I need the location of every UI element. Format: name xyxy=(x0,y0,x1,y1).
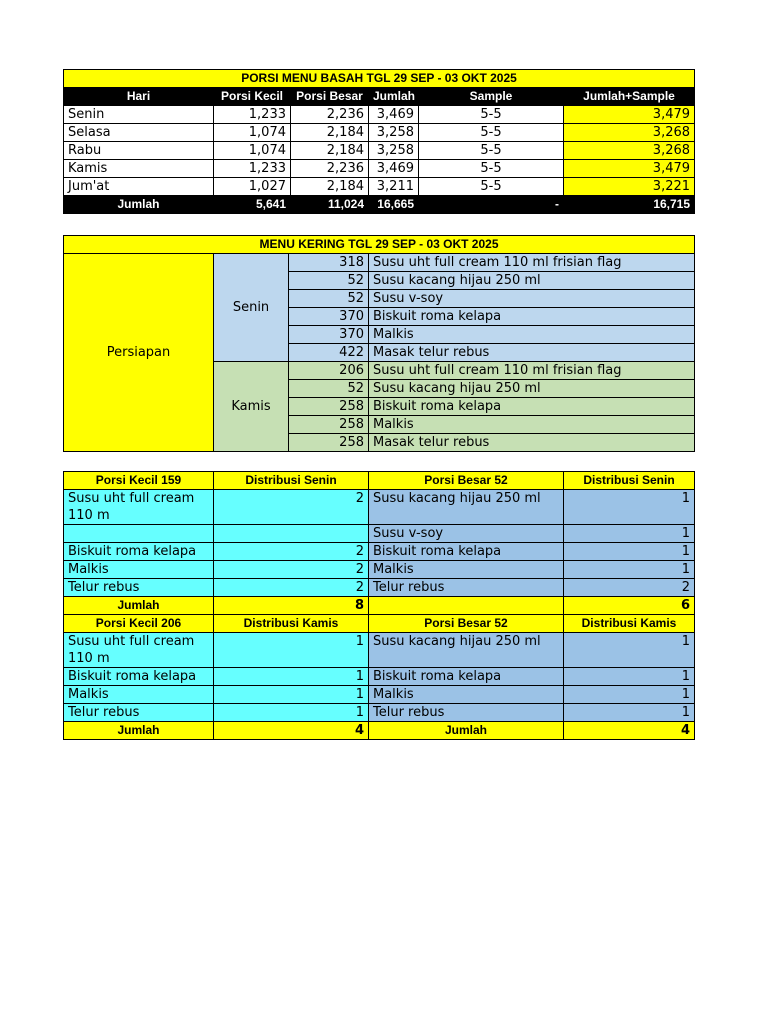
kering-item: Malkis xyxy=(369,416,695,434)
besar-item: Susu v-soy xyxy=(369,525,564,543)
cell-porsi-besar: 2,184 xyxy=(291,142,369,160)
cell-porsi-besar: 2,236 xyxy=(291,106,369,124)
kamis-total-kecil: 4 xyxy=(214,722,369,740)
kering-item: Masak telur rebus xyxy=(369,344,695,362)
cell-jumlah-sample: 3,479 xyxy=(564,160,695,178)
cell-porsi-kecil: 1,027 xyxy=(214,178,291,196)
basah-title: PORSI MENU BASAH TGL 29 SEP - 03 OKT 2025 xyxy=(64,70,695,88)
header-porsi-besar-senin: Porsi Besar 52 xyxy=(369,472,564,490)
besar-qty: 1 xyxy=(564,490,695,525)
header-porsi-besar-kamis: Porsi Besar 52 xyxy=(369,615,564,633)
kering-qty: 258 xyxy=(289,398,369,416)
senin-total-besar: 6 xyxy=(564,597,695,615)
besar-qty: 1 xyxy=(564,633,695,668)
kering-item: Biskuit roma kelapa xyxy=(369,308,695,326)
kering-item: Masak telur rebus xyxy=(369,434,695,452)
table-row xyxy=(64,633,695,668)
table-row xyxy=(64,543,695,561)
kamis-total-label-besar: Jumlah xyxy=(369,722,564,740)
besar-item: Telur rebus xyxy=(369,579,564,597)
kecil-qty xyxy=(214,525,369,543)
kecil-item: Susu uht full cream 110 m xyxy=(64,633,214,668)
cell-jumlah-sample: 3,268 xyxy=(564,142,695,160)
total-row xyxy=(64,196,695,214)
besar-qty: 1 xyxy=(564,704,695,722)
kecil-item: Telur rebus xyxy=(64,579,214,597)
table-row xyxy=(64,160,695,178)
senin-total-label-besar xyxy=(369,597,564,615)
cell-hari: Kamis xyxy=(64,160,214,178)
table-row xyxy=(64,561,695,579)
header-porsi-besar: Porsi Besar xyxy=(291,88,369,106)
kering-title: MENU KERING TGL 29 SEP - 03 OKT 2025 xyxy=(64,236,695,254)
kecil-qty: 1 xyxy=(214,633,369,668)
header-distribusi-senin-besar: Distribusi Senin xyxy=(564,472,695,490)
kering-qty: 370 xyxy=(289,326,369,344)
kering-item: Biskuit roma kelapa xyxy=(369,398,695,416)
header-porsi-kecil: Porsi Kecil xyxy=(214,88,291,106)
table-row xyxy=(64,178,695,196)
kering-item: Susu uht full cream 110 ml frisian flag xyxy=(369,254,695,272)
cell-porsi-kecil: 1,074 xyxy=(214,142,291,160)
senin-total-kecil: 8 xyxy=(214,597,369,615)
cell-porsi-besar: 2,184 xyxy=(291,124,369,142)
cell-sample: 5-5 xyxy=(419,160,564,178)
table-row xyxy=(64,525,695,543)
menu-kering-table xyxy=(63,235,695,452)
kecil-item: Biskuit roma kelapa xyxy=(64,668,214,686)
besar-qty: 2 xyxy=(564,579,695,597)
kering-qty: 206 xyxy=(289,362,369,380)
cell-sample: 5-5 xyxy=(419,106,564,124)
total-label: Jumlah xyxy=(64,196,214,214)
kecil-qty: 2 xyxy=(214,490,369,525)
header-distribusi-kamis: Distribusi Kamis xyxy=(214,615,369,633)
besar-qty: 1 xyxy=(564,686,695,704)
total-porsi-kecil: 5,641 xyxy=(214,196,291,214)
besar-item: Biskuit roma kelapa xyxy=(369,668,564,686)
total-jumlah: 16,665 xyxy=(369,196,419,214)
header-jumlah: Jumlah xyxy=(369,88,419,106)
cell-jumlah-sample: 3,268 xyxy=(564,124,695,142)
kering-qty: 52 xyxy=(289,272,369,290)
kamis-total-label: Jumlah xyxy=(64,722,214,740)
cell-porsi-besar: 2,236 xyxy=(291,160,369,178)
besar-qty: 1 xyxy=(564,668,695,686)
porsi-menu-basah-table xyxy=(63,69,695,214)
kering-item: Susu v-soy xyxy=(369,290,695,308)
kering-qty: 422 xyxy=(289,344,369,362)
table-row xyxy=(64,668,695,686)
cell-porsi-besar: 2,184 xyxy=(291,178,369,196)
header-jumlah-sample: Jumlah+Sample xyxy=(564,88,695,106)
kering-qty: 318 xyxy=(289,254,369,272)
cell-sample: 5-5 xyxy=(419,178,564,196)
kering-item: Malkis xyxy=(369,326,695,344)
total-sample: - xyxy=(419,196,564,214)
kecil-qty: 1 xyxy=(214,668,369,686)
kering-item: Susu uht full cream 110 ml frisian flag xyxy=(369,362,695,380)
kamis-total-besar: 4 xyxy=(564,722,695,740)
cell-jumlah: 3,258 xyxy=(369,124,419,142)
kecil-qty: 2 xyxy=(214,579,369,597)
besar-item: Susu kacang hijau 250 ml xyxy=(369,633,564,668)
table-row xyxy=(64,106,695,124)
table-row xyxy=(64,704,695,722)
besar-item: Malkis xyxy=(369,561,564,579)
kecil-qty: 1 xyxy=(214,704,369,722)
cell-jumlah-sample: 3,221 xyxy=(564,178,695,196)
kecil-qty: 2 xyxy=(214,561,369,579)
cell-porsi-kecil: 1,233 xyxy=(214,106,291,124)
kamis-label: Kamis xyxy=(214,362,289,452)
table-row xyxy=(64,142,695,160)
kecil-item: Malkis xyxy=(64,561,214,579)
senin-total-label: Jumlah xyxy=(64,597,214,615)
cell-hari: Senin xyxy=(64,106,214,124)
header-hari: Hari xyxy=(64,88,214,106)
table-row xyxy=(64,579,695,597)
kering-item: Susu kacang hijau 250 ml xyxy=(369,380,695,398)
cell-jumlah: 3,258 xyxy=(369,142,419,160)
total-porsi-besar: 11,024 xyxy=(291,196,369,214)
besar-qty: 1 xyxy=(564,561,695,579)
cell-porsi-kecil: 1,233 xyxy=(214,160,291,178)
kering-qty: 52 xyxy=(289,290,369,308)
senin-label: Senin xyxy=(214,254,289,362)
cell-hari: Rabu xyxy=(64,142,214,160)
distribusi-table xyxy=(63,471,695,740)
kamis-total-row xyxy=(64,722,695,740)
cell-porsi-kecil: 1,074 xyxy=(214,124,291,142)
kecil-item: Susu uht full cream 110 m xyxy=(64,490,214,525)
kecil-qty: 2 xyxy=(214,543,369,561)
table-row xyxy=(64,686,695,704)
besar-item: Telur rebus xyxy=(369,704,564,722)
kering-qty: 370 xyxy=(289,308,369,326)
kecil-item: Biskuit roma kelapa xyxy=(64,543,214,561)
kering-item: Susu kacang hijau 250 ml xyxy=(369,272,695,290)
kering-qty: 52 xyxy=(289,380,369,398)
cell-jumlah: 3,469 xyxy=(369,106,419,124)
besar-item: Susu kacang hijau 250 ml xyxy=(369,490,564,525)
senin-total-row xyxy=(64,597,695,615)
besar-item: Malkis xyxy=(369,686,564,704)
table-row xyxy=(64,124,695,142)
cell-jumlah: 3,469 xyxy=(369,160,419,178)
total-jumlah-sample: 16,715 xyxy=(564,196,695,214)
header-sample: Sample xyxy=(419,88,564,106)
cell-jumlah-sample: 3,479 xyxy=(564,106,695,124)
cell-hari: Jum'at xyxy=(64,178,214,196)
cell-sample: 5-5 xyxy=(419,142,564,160)
kecil-item: Malkis xyxy=(64,686,214,704)
header-distribusi-kamis-besar: Distribusi Kamis xyxy=(564,615,695,633)
header-porsi-kecil-senin: Porsi Kecil 159 xyxy=(64,472,214,490)
besar-item: Biskuit roma kelapa xyxy=(369,543,564,561)
kecil-item xyxy=(64,525,214,543)
header-porsi-kecil-kamis: Porsi Kecil 206 xyxy=(64,615,214,633)
cell-sample: 5-5 xyxy=(419,124,564,142)
besar-qty: 1 xyxy=(564,543,695,561)
kecil-qty: 1 xyxy=(214,686,369,704)
kecil-item: Telur rebus xyxy=(64,704,214,722)
besar-qty: 1 xyxy=(564,525,695,543)
table-row xyxy=(64,490,695,525)
header-distribusi-senin: Distribusi Senin xyxy=(214,472,369,490)
persiapan-label: Persiapan xyxy=(64,254,214,452)
kering-qty: 258 xyxy=(289,416,369,434)
cell-hari: Selasa xyxy=(64,124,214,142)
kering-qty: 258 xyxy=(289,434,369,452)
cell-jumlah: 3,211 xyxy=(369,178,419,196)
